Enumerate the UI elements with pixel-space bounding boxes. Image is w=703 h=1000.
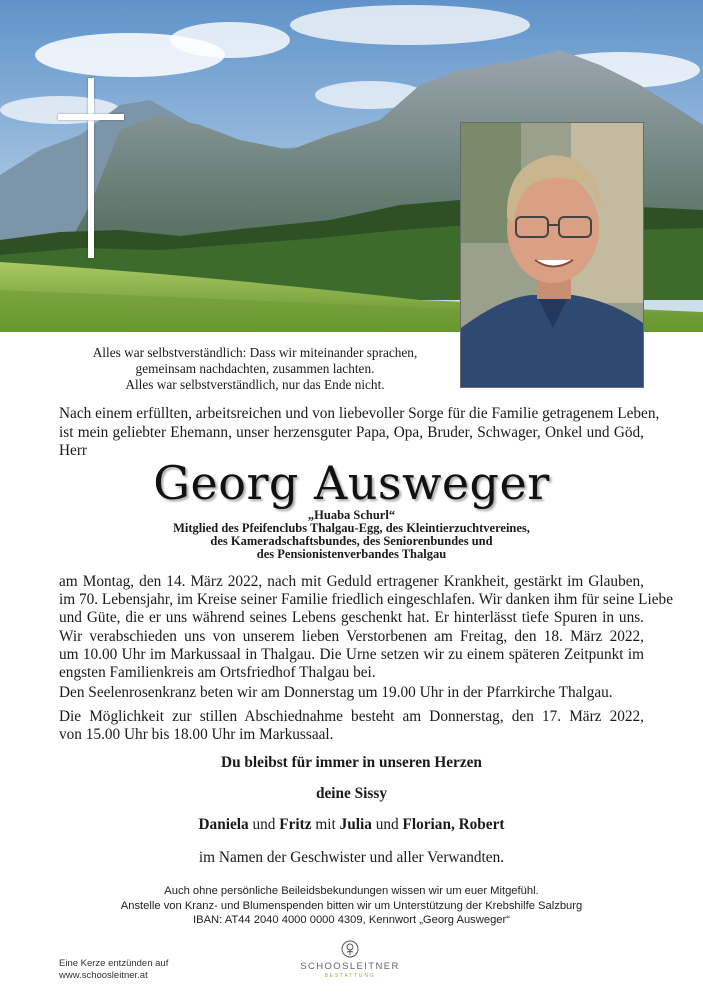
portrait-photo: [460, 122, 644, 388]
memorial-quote: [60, 345, 450, 393]
conjunction: mit: [315, 816, 336, 833]
signature-family: [0, 816, 703, 834]
paragraph-line: und Güte, die er uns während seines Lebens geschenkt hat. Er hinterlässt tiefe Spuren in uns.: [59, 609, 644, 626]
family-member: Fritz: [279, 816, 312, 833]
paragraph-line: am Montag, den 14. März 2022, nach mit Geduld ertragener Krankheit, gestärkt im Glauben,: [59, 573, 644, 590]
rose-emblem-icon: [341, 940, 359, 958]
intro-line: Nach einem erfüllten, arbeitsreichen und von liebevoller Sorge für die Familie getragenem Leben,: [59, 405, 660, 422]
candle-text: Eine Kerze entzünden auf: [59, 958, 169, 969]
intro-line: ist mein geliebter Ehemann, unser herzensguter Papa, Opa, Bruder, Schwager, Onkel und Göd,: [59, 423, 644, 441]
paragraph-line: engsten Familienkreis am Ortsfriedhof Thalgau bei.: [59, 664, 376, 681]
conjunction: und: [252, 816, 276, 833]
deceased-name: Georg Ausweger: [153, 456, 550, 510]
membership-line: des Kameradschaftsbundes, des Seniorenbundes und: [210, 534, 493, 548]
cross-icon: [58, 78, 124, 258]
candle-link[interactable]: [59, 958, 168, 982]
family-member: Daniela: [198, 816, 249, 833]
farewell-paragraph: [59, 628, 644, 682]
family-member: Florian, Robert: [402, 816, 505, 833]
membership-line: des Pensionistenverbandes Thalgau: [256, 547, 447, 561]
paragraph-line: um 10.00 Uhr im Markussaal in Thalgau. Die Urne setzen wir zu einem späteren Zeitpunkt im: [59, 646, 644, 663]
paragraph-line: im 70. Lebensjahr, im Kreise seiner Familie friedlich eingeschlafen. Wir danken ihm für seine Liebe: [59, 591, 673, 608]
logo-subtitle: BESTATTUNG: [324, 973, 376, 979]
paragraph-line: von 15.00 Uhr bis 18.00 Uhr im Markussaal.: [59, 726, 334, 743]
funeral-home-logo: [300, 940, 400, 979]
signature-sissy: deine Sissy: [316, 785, 387, 802]
donation-line: Anstelle von Kranz- und Blumenspenden bitten wir um Unterstützung der Krebshilfe Salzburg: [120, 899, 583, 912]
donation-note: [0, 884, 703, 928]
relatives-line: im Namen der Geschwister und aller Verwandten.: [198, 849, 505, 866]
family-member: Julia: [339, 816, 372, 833]
conjunction: und: [375, 816, 399, 833]
heart-line: Du bleibst für immer in unseren Herzen: [221, 754, 482, 771]
paragraph-line: Wir verabschieden uns von unserem lieben Verstorbenen am Freitag, den 18. März 2022,: [59, 628, 644, 645]
death-paragraph: [59, 573, 673, 627]
quote-line: Alles war selbstverständlich, nur das Ende nicht.: [125, 377, 385, 392]
donation-line: Auch ohne persönliche Beileidsbekundungen wissen wir um euer Mitgefühl.: [164, 885, 539, 897]
donation-line: IBAN: AT44 2040 4000 0000 4309, Kennwort „Georg Ausweger“: [193, 914, 510, 926]
intro-line: Herr: [59, 442, 88, 459]
paragraph-line: Den Seelenrosenkranz beten wir am Donnerstag um 19.00 Uhr in der Pfarrkirche Thalgau.: [59, 684, 613, 701]
membership-line: Mitglied des Pfeifenclubs Thalgau-Egg, des Kleintierzuchtvereines,: [173, 521, 530, 535]
nickname: „Huaba Schurl“: [307, 508, 396, 522]
paragraph-line: Die Möglichkeit zur stillen Abschiednahme besteht am Donnerstag, den 17. März 2022,: [59, 708, 644, 725]
quote-line: Alles war selbstverständlich: Dass wir miteinander sprachen,: [92, 345, 418, 360]
logo-wordmark: SCHOOSLEITNER: [300, 961, 400, 972]
memberships-block: [0, 509, 703, 561]
viewing-paragraph: [59, 708, 644, 744]
quote-line: gemeinsam nachdachten, zusammen lachten.: [135, 361, 375, 376]
candle-url[interactable]: www.schoosleitner.at: [59, 970, 148, 981]
rosary-paragraph: [59, 684, 644, 702]
